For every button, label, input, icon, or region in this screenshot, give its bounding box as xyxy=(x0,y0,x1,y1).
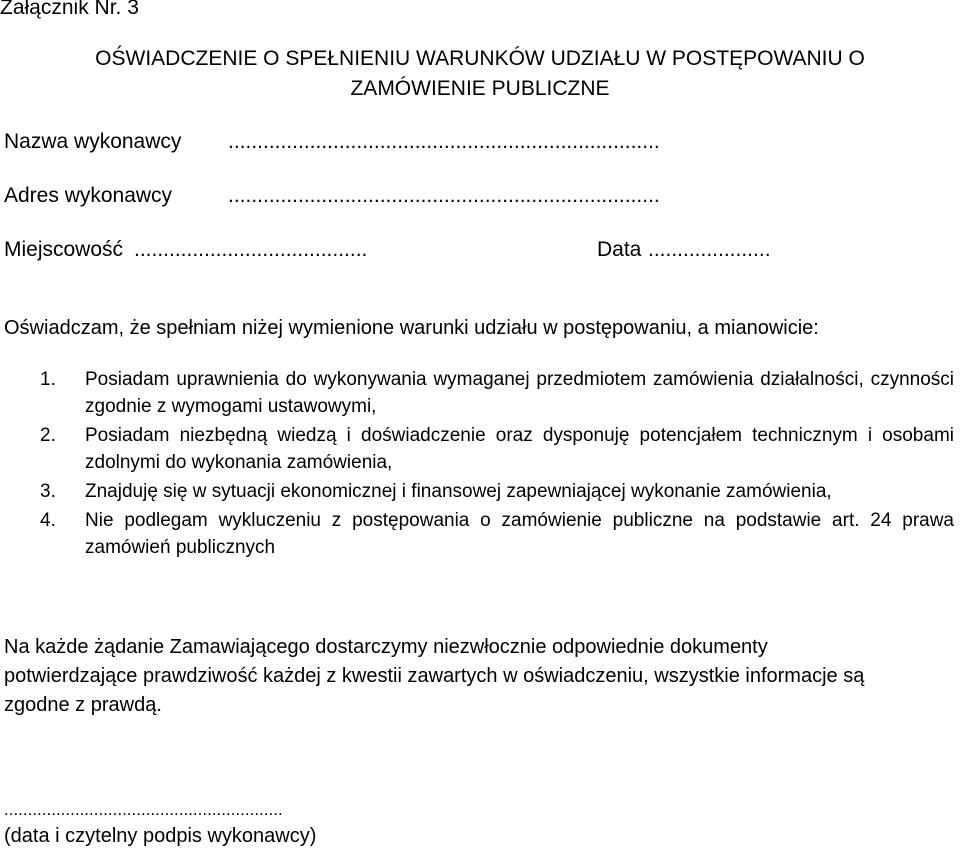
list-item-text: Posiadam niezbędną wiedzą i doświadczenie oraz dysponuję potencjałem technicznym i osobami zdolnymi do wykonania zamówienia, xyxy=(85,425,954,473)
place-label: Miejscowość xyxy=(4,238,124,261)
declaration-intro: Oświadczam, że spełniam niżej wymienione warunki udziału w postępowaniu, a mianowicie: xyxy=(4,317,819,339)
signature-line: ........................................................... xyxy=(4,800,283,819)
list-item-text: Posiadam uprawnienia do wykonywania wymaganej przedmiotem zamówienia działalności, czynności zgodnie z wymogami ustawowymi, xyxy=(85,369,954,417)
date-label: Data xyxy=(597,238,642,261)
document-title-line-2: ZAMÓWIENIE PUBLICZNE xyxy=(350,77,610,100)
contractor-address-field: .......................................................................... xyxy=(228,184,660,207)
closing-statement: Na każde żądanie Zamawiającego dostarczymy niezwłocznie odpowiednie dokumenty potwierdzające prawdziwość każdej z kwestii zawartych w oświadczeniu, wszystkie informacje są zgodne z prawdą. xyxy=(4,636,865,716)
conditions-list xyxy=(40,366,954,563)
date-field: ..................... xyxy=(648,238,771,261)
annex-label: Załącznik Nr. 3 xyxy=(0,0,139,19)
list-item-number: 4. xyxy=(40,510,56,531)
contractor-name-label: Nazwa wykonawcy xyxy=(4,130,182,153)
list-item-text: Nie podlegam wykluczeniu z postępowania o zamówienie publiczne na podstawie art. 24 prawa zamówień publicznych xyxy=(85,510,954,558)
list-item-text: Znajduję się w sytuacji ekonomicznej i finansowej zapewniającej wykonanie zamówienia, xyxy=(85,481,832,502)
list-item-number: 3. xyxy=(40,481,56,502)
list-item xyxy=(40,478,954,505)
contractor-name-field: .......................................................................... xyxy=(228,130,660,153)
contractor-address-label: Adres wykonawcy xyxy=(4,184,173,207)
signature-label: (data i czytelny podpis wykonawcy) xyxy=(4,825,317,847)
list-item xyxy=(40,507,954,561)
list-item xyxy=(40,366,954,420)
document-title xyxy=(0,44,960,104)
list-item-number: 2. xyxy=(40,425,56,446)
list-item-number: 1. xyxy=(40,369,56,390)
document-title-line-1: OŚWIADCZENIE O SPEŁNIENIU WARUNKÓW UDZIAŁU W POSTĘPOWANIU O xyxy=(95,47,865,70)
place-field: ........................................ xyxy=(134,238,368,261)
list-item xyxy=(40,422,954,476)
